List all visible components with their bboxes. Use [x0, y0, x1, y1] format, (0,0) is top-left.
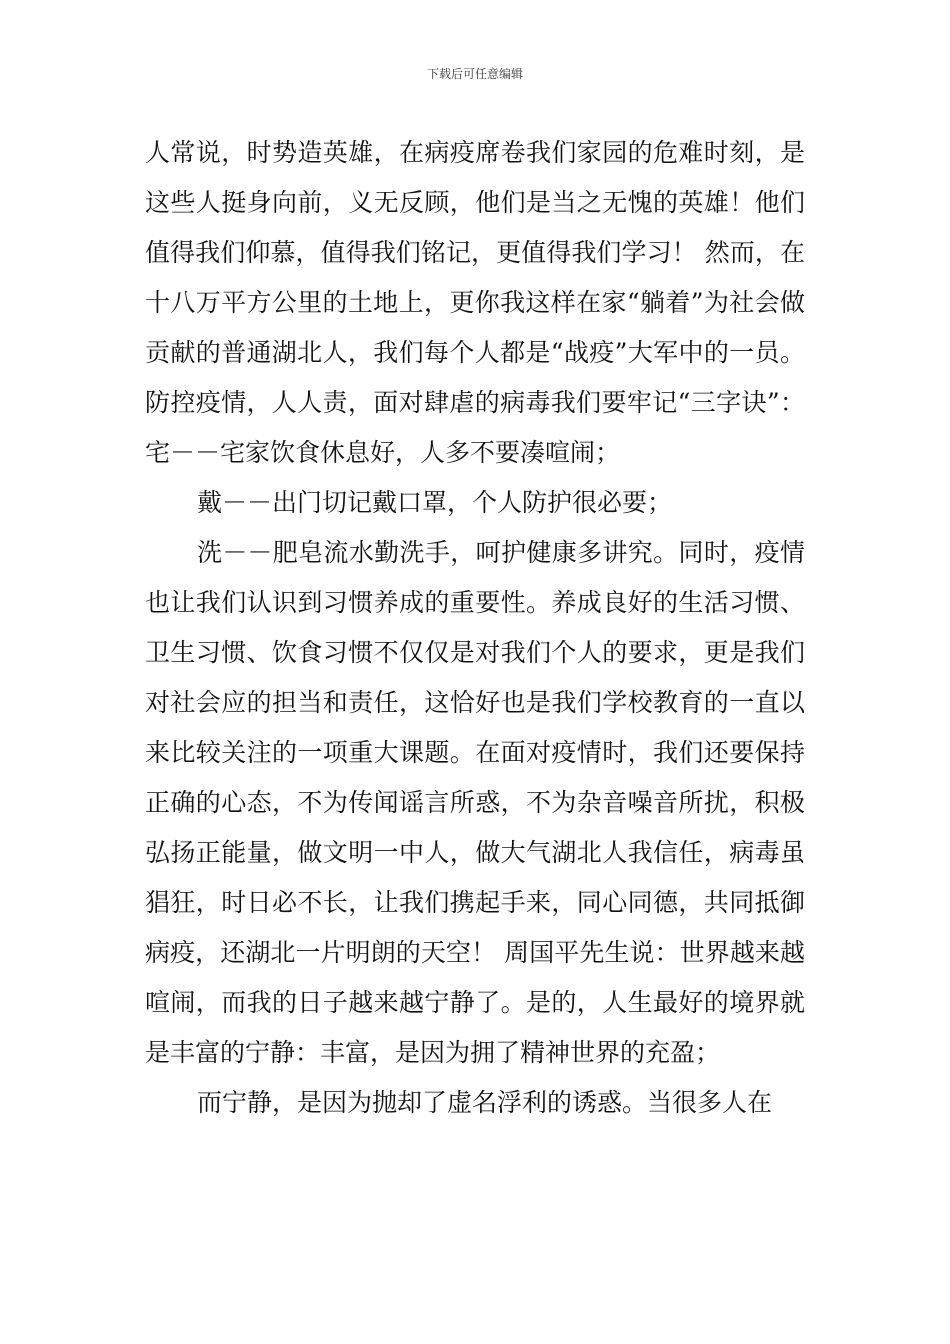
- paragraph-1: 人常说，时势造英雄，在病疫席卷我们家园的危难时刻，是这些人挺身向前，义无反顾，他们是当之无愧的英雄！他们值得我们仰慕，值得我们铭记，更值得我们学习！ 然而，在十八万平方公里的土地上，更你我这样在家“躺着”为社会做贡献的普通湖北人，我们每个人都是“战疫”大军中的一员。防控疫情，人人责，面对肆虐的病毒我们要牢记“三字诀”：宅－－宅家饮食休息好，人多不要凑喧闹；: [145, 138, 805, 467]
- page-header: 下载后可任意编辑: [426, 67, 523, 81]
- document-body: [145, 128, 805, 1128]
- paragraph-3: 洗－－肥皂流水勤洗手，呵护健康多讲究。同时，疫情也让我们认识到习惯养成的重要性。养成良好的生活习惯、卫生习惯、饮食习惯不仅仅是对我们个人的要求，更是我们对社会应的担当和责任，这恰好也是我们学校教育的一直以来比较关注的一项重大课题。在面对疫情时，我们还要保持正确的心态，不为传闻谣言所惑，不为杂音噪音所扰，积极弘扬正能量，做文明一中人，做大气湖北人我信任，病毒虽猖狂，时日必不长，让我们携起手来，同心同德，共同抵御病疫，还湖北一片明朗的天空！ 周国平先生说：世界越来越喧闹，而我的日子越来越宁静了。是的，人生最好的境界就是丰富的宁静：丰富，是因为拥了精神世界的充盈；: [145, 538, 805, 1067]
- paragraph-2: 戴－－出门切记戴口罩，个人防护很必要；: [197, 488, 673, 517]
- paragraph-4: 而宁静，是因为抛却了虚名浮利的诱惑。当很多人在: [197, 1088, 773, 1117]
